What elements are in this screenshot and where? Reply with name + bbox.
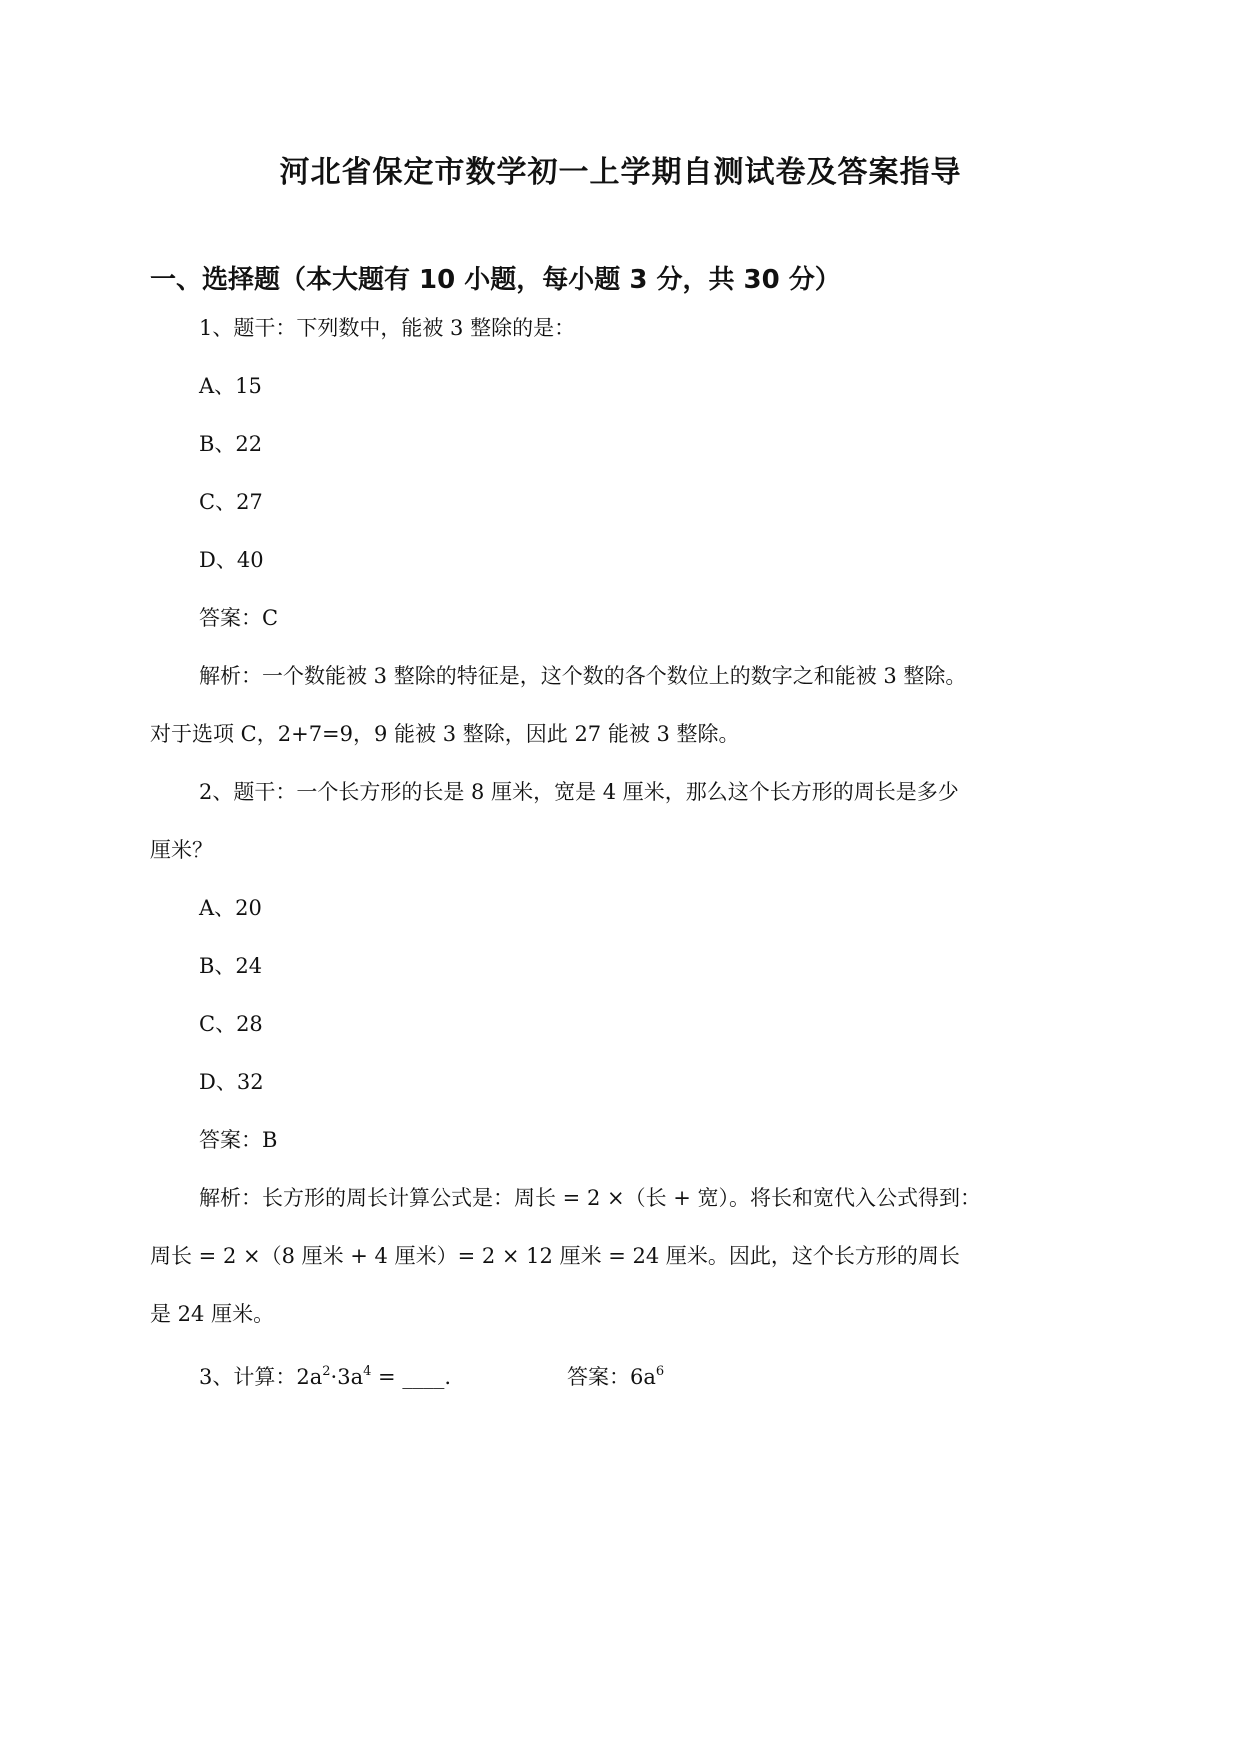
q3-prefix: 3、计算：2a: [199, 1365, 323, 1389]
q1-answer: 答案：C: [199, 606, 279, 630]
document-title: 河北省保定市数学初一上学期自测试卷及答案指导: [279, 155, 962, 190]
section-heading: 一、选择题（本大题有 10 小题，每小题 3 分，共 30 分）: [150, 265, 841, 295]
q3-blank: = ____.: [371, 1365, 451, 1389]
q1-analysis: 解析：一个数能被 3 整除的特征是，这个数的各个数位上的数字之和能被 3 整除。: [199, 664, 967, 688]
q3-stem: [199, 1357, 451, 1392]
q1-option-a: A、15: [199, 374, 262, 398]
q2-option-d: D、32: [199, 1070, 264, 1094]
q3-middle: ·3a: [330, 1365, 364, 1389]
q2-analysis-cont: 周长 = 2 ×（8 厘米 + 4 厘米）= 2 × 12 厘米 = 24 厘米。因此，这个长方形的周长: [150, 1244, 960, 1268]
q3-exponent-1: 2: [322, 1364, 331, 1379]
q2-stem-cont: 厘米？: [150, 838, 213, 862]
q1-option-b: B、22: [199, 432, 263, 456]
q2-analysis-end: 是 24 厘米。: [150, 1302, 275, 1326]
q3-answer-exponent: 6: [655, 1364, 665, 1379]
q1-option-c: C、27: [199, 490, 263, 514]
q3-answer: [567, 1357, 664, 1392]
q2-stem: 2、题干：一个长方形的长是 8 厘米，宽是 4 厘米，那么这个长方形的周长是多少: [199, 780, 959, 804]
q2-option-b: B、24: [199, 954, 263, 978]
q1-analysis-cont: 对于选项 C，2+7=9，9 能被 3 整除，因此 27 能被 3 整除。: [150, 722, 740, 746]
q2-option-a: A、20: [199, 896, 262, 920]
q2-analysis: 解析：长方形的周长计算公式是：周长 = 2 ×（长 + 宽）。将长和宽代入公式得到：: [199, 1186, 982, 1210]
q2-option-c: C、28: [199, 1012, 263, 1036]
q2-answer: 答案：B: [199, 1128, 278, 1152]
q3-exponent-2: 4: [363, 1364, 372, 1379]
q3-answer-label: 答案：6a: [567, 1365, 656, 1389]
q1-stem: 1、题干：下列数中，能被 3 整除的是：: [199, 316, 576, 340]
q1-option-d: D、40: [199, 548, 264, 572]
